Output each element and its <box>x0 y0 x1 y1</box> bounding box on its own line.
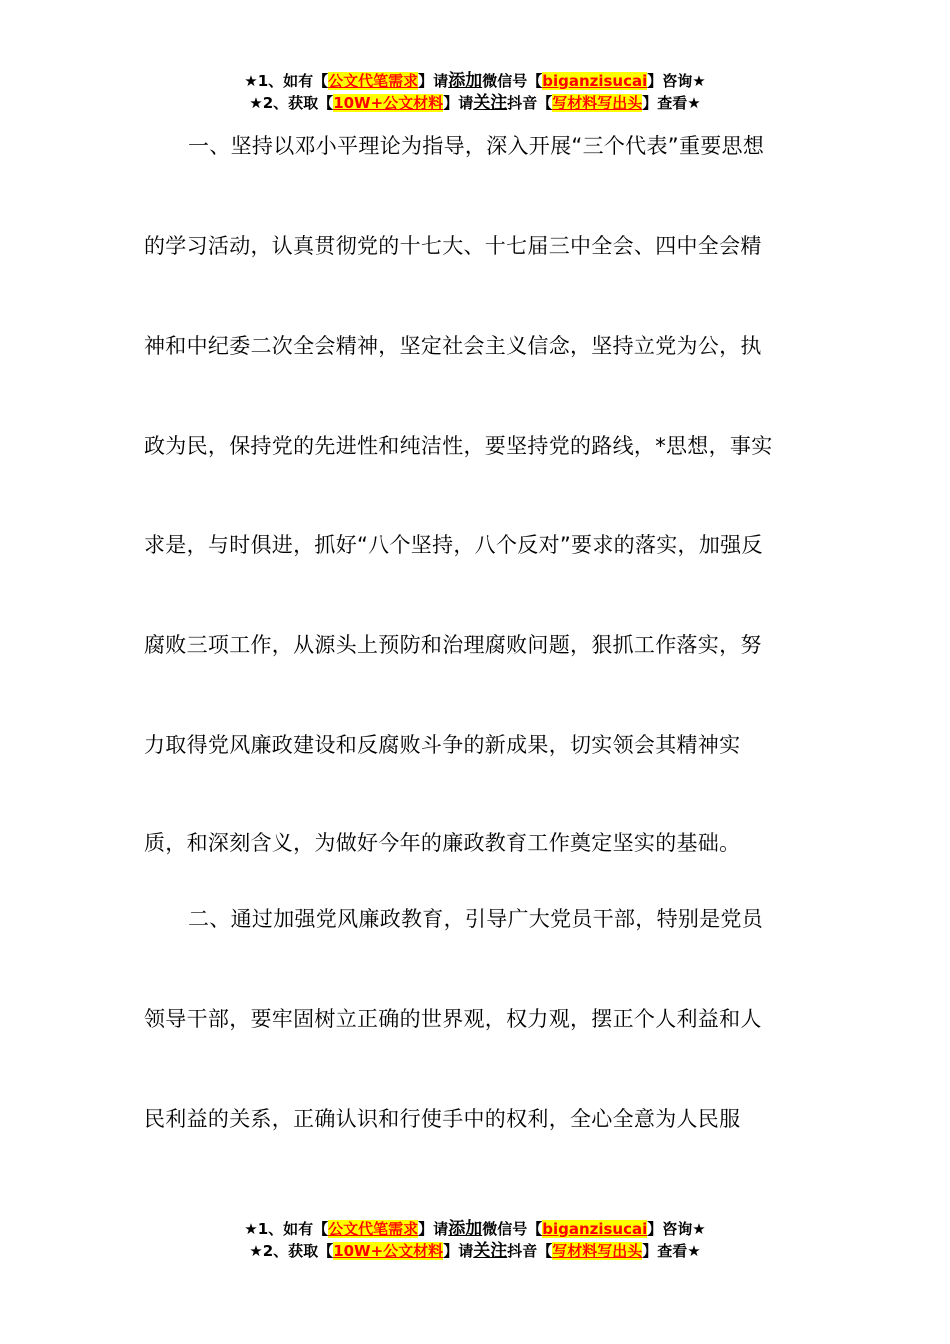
header-promo-banner <box>0 70 950 114</box>
footer-promo-banner <box>0 1218 950 1262</box>
paragraph-1-line: 神和中纪委二次全会精神，坚定社会主义信念，坚持立党为公，执 <box>144 334 762 358</box>
paragraph-1-line: 腐败三项工作，从源头上预防和治理腐败问题，狠抓工作落实，努 <box>144 633 762 657</box>
douyin-account-highlight: 写材料写出头 <box>552 1242 643 1260</box>
materials-highlight: 10W+公文材料 <box>333 94 444 112</box>
follow-emphasis: 关注 <box>473 1241 508 1261</box>
add-emphasis: 添加 <box>448 71 483 91</box>
add-emphasis: 添加 <box>448 1219 483 1239</box>
paragraph-1-line: 一、坚持以邓小平理论为指导，深入开展“三个代表”重要思想 <box>188 134 765 158</box>
douyin-account-highlight: 写材料写出头 <box>552 94 643 112</box>
paragraph-2-line: 领导干部，要牢固树立正确的世界观，权力观，摆正个人利益和人 <box>144 1007 762 1031</box>
service-highlight: 公文代笔需求 <box>328 1220 419 1238</box>
service-highlight: 公文代笔需求 <box>328 72 419 90</box>
wechat-id-highlight: biganzisucai <box>542 1220 648 1238</box>
paragraph-2-line: 二、通过加强党风廉政教育，引导广大党员干部，特别是党员 <box>188 907 764 931</box>
paragraph-2-line: 民利益的关系，正确认识和行使手中的权利，全心全意为人民服 <box>144 1107 741 1131</box>
paragraph-1-line: 政为民，保持党的先进性和纯洁性，要坚持党的路线，*思想，事实 <box>144 434 773 458</box>
paragraph-1-line: 求是，与时俱进，抓好“八个坚持，八个反对”要求的落实，加强反 <box>144 533 763 557</box>
promo-line-2: ★2、获取【10W+公文材料】请关注抖音【写材料写出头】查看★ <box>249 1241 701 1261</box>
follow-emphasis: 关注 <box>473 93 508 113</box>
paragraph-1-line: 的学习活动，认真贯彻党的十七大、十七届三中全会、四中全会精 <box>144 234 762 258</box>
paragraph-1-line: 力取得党风廉政建设和反腐败斗争的新成果，切实领会其精神实 <box>144 733 741 757</box>
promo-line-1: ★1、如有【公文代笔需求】请添加微信号【biganzisucai】咨询★ <box>244 1219 706 1239</box>
promo-line-1: ★1、如有【公文代笔需求】请添加微信号【biganzisucai】咨询★ <box>244 71 706 91</box>
wechat-id-highlight: biganzisucai <box>542 72 648 90</box>
paragraph-1-line: 质，和深刻含义，为做好今年的廉政教育工作奠定坚实的基础。 <box>144 831 741 855</box>
promo-line-2: ★2、获取【10W+公文材料】请关注抖音【写材料写出头】查看★ <box>249 93 701 113</box>
materials-highlight: 10W+公文材料 <box>333 1242 444 1260</box>
